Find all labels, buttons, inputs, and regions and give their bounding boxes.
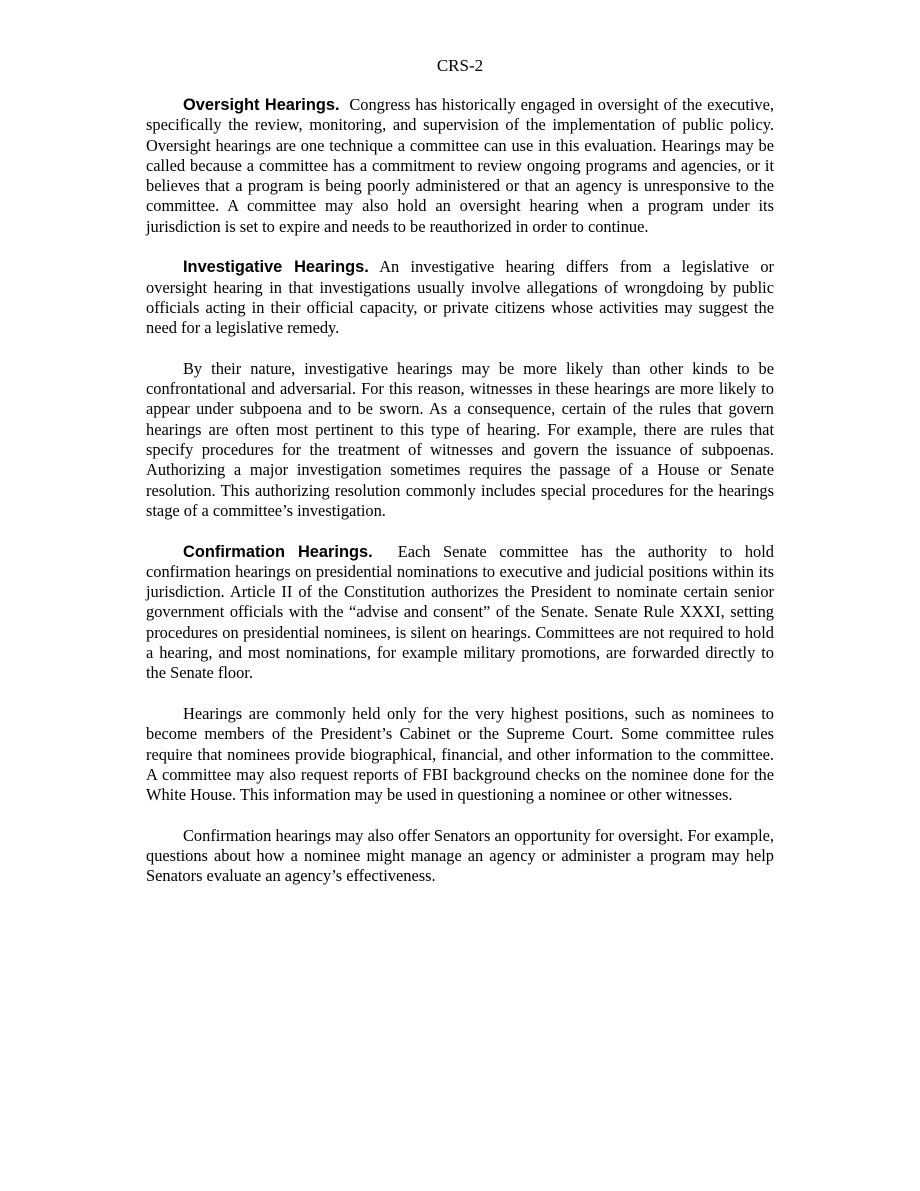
paragraph-oversight-hearings	[146, 95, 774, 237]
paragraph-text: Confirmation hearings may also offer Senators an opportunity for oversight. For example, questions about how a nominee might manage an agency or administer a program may help Senators evaluate an agency’s effectiveness.	[146, 825, 774, 886]
paragraph-investigative-nature	[146, 359, 774, 521]
paragraph-text: An investigative hearing differs from a legislative or oversight hearing in that investigations usually involve allegations of wrongdoing by public officials acting in their official capacity, or private citizens whose activities may suggest the need for a legislative remedy.	[146, 257, 774, 338]
paragraph-confirmation-oversight	[146, 826, 774, 887]
paragraph-text: By their nature, investigative hearings may be more likely than other kinds to be confrontational and adversarial. For this reason, witnesses in these hearings are more likely to appear under subpoena and to be sworn. As a consequence, certain of the rules that govern hearings are often most pertinent to this type of hearing. For example, there are rules that specify procedures for the treatment of witnesses and govern the issuance of subpoenas. Authorizing a major investigation sometimes requires the passage of a House or Senate resolution. This authorizing resolution commonly includes special procedures for the hearings stage of a committee’s investigation.	[146, 358, 774, 520]
section-heading-investigative-hearings: Investigative Hearings.	[183, 258, 369, 277]
section-heading-oversight-hearings: Oversight Hearings.	[183, 96, 340, 114]
page-number-header: CRS-2	[436, 56, 484, 75]
paragraph-text: Each Senate committee has the authority to hold confirmation hearings on presidential nominations to executive and judicial positions within its jurisdiction. Article II of the Constitution authorizes the President to nominate certain senior government officials with the “advise and consent” of the Senate. Senate Rule XXXI, setting procedures on presidential nominees, is silent on hearings. Committees are not required to hold a hearing, and most nominations, for example military promotions, are forwarded directly to the Senate floor.	[146, 541, 775, 683]
paragraph-confirmation-hearings	[146, 542, 774, 684]
paragraph-text: Congress has historically engaged in oversight of the executive, specifically the review, monitoring, and supervision of the implementation of public policy. Oversight hearings are one technique a committee can use in this evaluation. Hearings may be called because a committee has a commitment to review ongoing programs and agencies, or it believes that a program is being poorly administered or that an agency is unresponsive to the committee. A committee may also hold an oversight hearing when a program under its jurisdiction is set to expire and needs to be reauthorized in order to continue.	[146, 95, 774, 236]
document-body	[146, 95, 774, 907]
section-heading-confirmation-hearings: Confirmation Hearings.	[183, 542, 373, 561]
paragraph-text: Hearings are commonly held only for the very highest positions, such as nominees to become members of the President’s Cabinet or the Supreme Court. Some committee rules require that nominees provide biographical, financial, and other information to the committee. A committee may also request reports of FBI background checks on the nominee done for the White House. This information may be used in questioning a nominee or other witnesses.	[146, 703, 774, 805]
paragraph-investigative-hearings	[146, 257, 774, 338]
paragraph-confirmation-positions	[146, 704, 774, 805]
